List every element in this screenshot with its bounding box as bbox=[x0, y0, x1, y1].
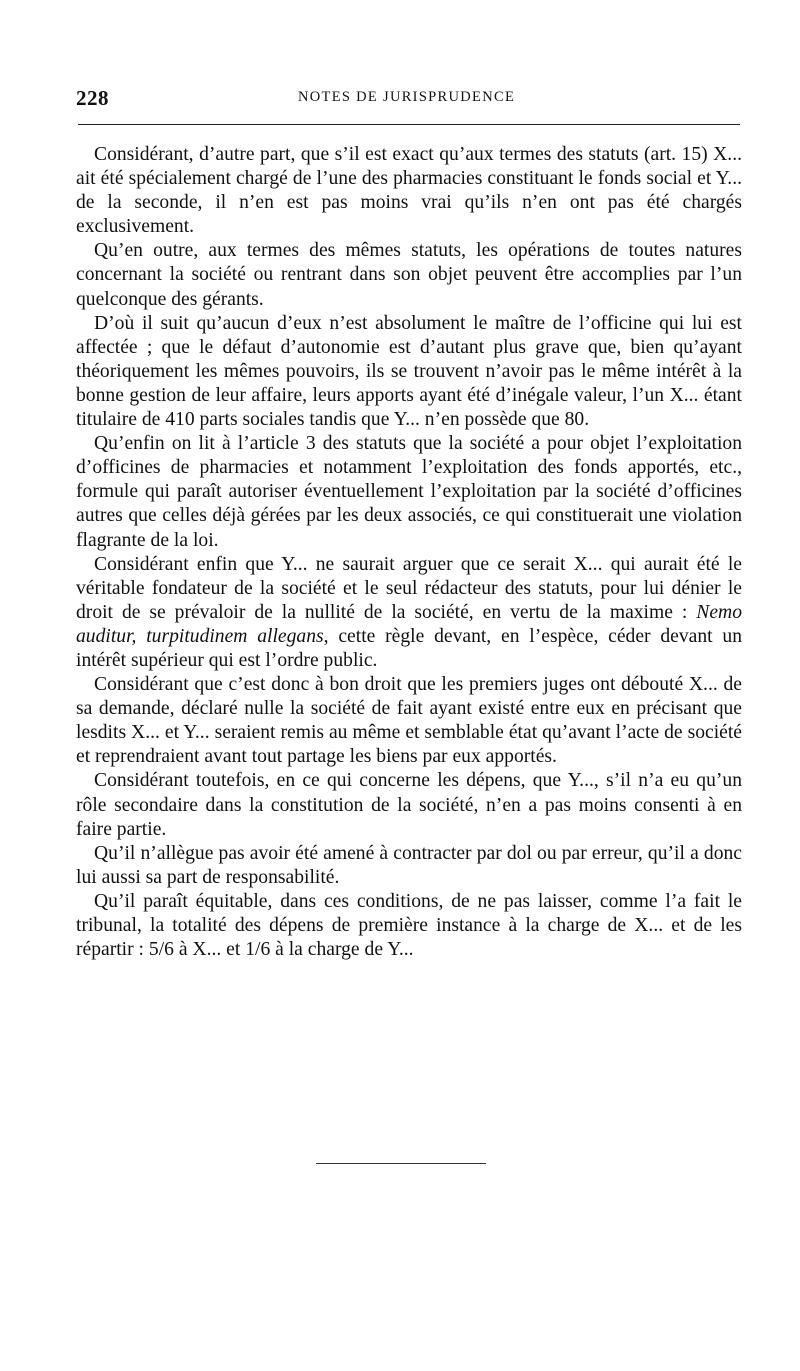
body-text bbox=[76, 143, 742, 962]
paragraph-5 bbox=[76, 553, 742, 673]
page-header bbox=[76, 86, 740, 112]
header-rule bbox=[78, 124, 740, 125]
paragraph-5-text-after: , cette règle devant, en l’espèce, céder devant un intérêt supérieur qui est l’ordre public. bbox=[76, 625, 742, 671]
paragraph-8: Qu’il n’allègue pas avoir été amené à contracter par dol ou par erreur, qu’il a donc lui aussi sa part de responsabilité. bbox=[76, 842, 742, 888]
paragraph-5-text-before: Considérant enfin que Y... ne saurait arguer que ce serait X... qui aurait été le véritable fondateur de la société et le seul rédacteur des statuts, pour lui dénier le droit de se prévaloir de la nullité de la société, en vertu de la maxime : bbox=[76, 553, 742, 623]
paragraph-9: Qu’il paraît équitable, dans ces conditions, de ne pas laisser, comme l’a fait le tribunal, la totalité des dépens de première instance à la charge de X... et de les répartir : 5/6 à X... et 1/6 à la charge de Y... bbox=[76, 890, 742, 961]
paragraph-6: Considérant que c’est donc à bon droit que les premiers juges ont débouté X... de sa demande, déclaré nulle la société de fait ayant existé entre eux en précisant que lesdits X... et Y... seraient remis au même et semblable état qu’avant l’acte de société et reprendraient avant tout partage les biens par eux apportés. bbox=[76, 674, 742, 768]
paragraph-4: Qu’enfin on lit à l’article 3 des statuts que la société a pour objet l’exploitation d’officines de pharmacies et notamment l’exploitation des fonds apportés, etc., formule qui paraît autoriser éventuellement l’exploitation par la société d’officines autres que celles déjà gérées par les deux associés, ce qui constituerait une violation flagrante de la loi. bbox=[76, 433, 742, 551]
running-title: NOTES DE JURISPRUDENCE bbox=[298, 89, 516, 105]
page-number: 228 bbox=[76, 86, 109, 110]
paragraph-7: Considérant toutefois, en ce qui concerne les dépens, que Y..., s’il n’a eu qu’un rôle secondaire dans la constitution de la société, n’en a pas moins consenti à en faire partie. bbox=[76, 770, 742, 840]
latin-maxim: Nemo auditur, turpitudinem allegans bbox=[76, 601, 742, 647]
paragraph-3: D’où il suit qu’aucun d’eux n’est absolument le maître de l’officine qui lui est affectée ; que le défaut d’autonomie est d’autant plus grave que, bien qu’ayant théoriquement les mêmes pouvoirs, ils se trouvent n’avoir pas le même intérêt à la bonne gestion de leur affaire, leurs apports ayant été d’inégale valeur, l’un X... étant titulaire de 410 parts sociales tandis que Y... n’en possède que 80. bbox=[76, 312, 742, 431]
closing-rule bbox=[316, 1163, 486, 1164]
paragraph-2: Qu’en outre, aux termes des mêmes statuts, les opérations de toutes natures concernant la société ou rentrant dans son objet peuvent être accomplies par l’un quelconque des gérants. bbox=[76, 240, 742, 310]
paragraph-1: Considérant, d’autre part, que s’il est exact qu’aux termes des statuts (art. 15) X... ait été spécialement chargé de l’une des pharmacies constituant le fonds social et Y... de la seconde, il n’en est pas moins vrai qu’ils n’en ont pas été chargés exclusivement. bbox=[76, 144, 742, 238]
